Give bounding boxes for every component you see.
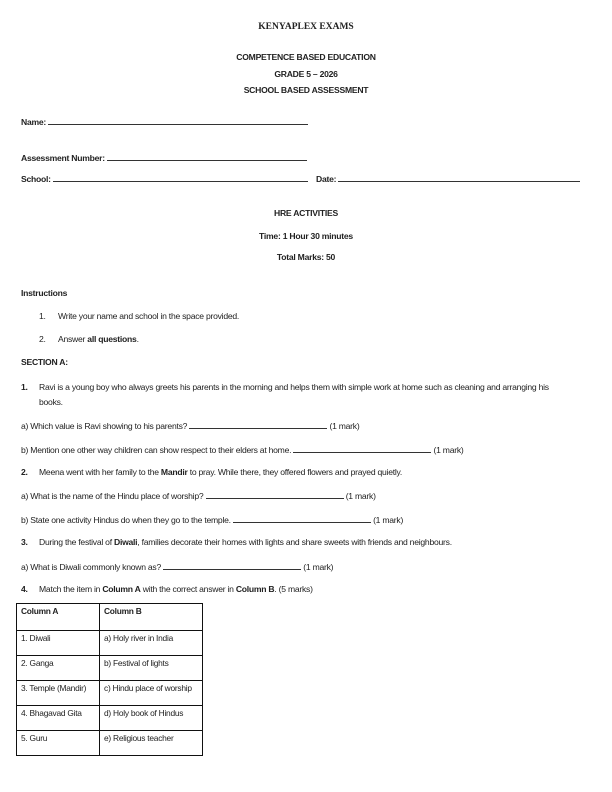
table-row	[17, 731, 203, 756]
table-row	[17, 631, 203, 656]
bold-text: Column B	[235, 584, 275, 594]
name-label: Name:	[21, 117, 47, 127]
answer-blank[interactable]	[293, 443, 431, 453]
instruction-item	[39, 333, 139, 345]
school-field[interactable]	[21, 172, 308, 185]
part-text: a) What is Diwali commonly known as?	[21, 562, 162, 572]
date-blank[interactable]	[338, 172, 580, 182]
instruction-number: 1.	[39, 311, 46, 321]
name-blank[interactable]	[48, 115, 308, 125]
text: Match the item in	[39, 584, 103, 594]
table-row	[17, 681, 203, 706]
instruction-text: Answer	[58, 334, 88, 344]
column-b-header: Column B	[100, 604, 203, 631]
assessment-number-field[interactable]	[21, 151, 307, 164]
cell-a: 1. Diwali	[17, 631, 100, 656]
part-text: a) Which value is Ravi showing to his parents?	[21, 421, 188, 431]
cell-b: d) Holy book of Hindus	[100, 706, 203, 731]
text: to pray. While there, they offered flowers and prayed quietly.	[187, 467, 403, 477]
date-field[interactable]	[316, 172, 580, 185]
assessment-number-label: Assessment Number:	[21, 153, 105, 163]
question-text	[39, 583, 313, 595]
org-title: KENYAPLEX EXAMS	[258, 22, 354, 32]
part-text: a) What is the name of the Hindu place of worship?	[21, 491, 204, 501]
bold-text: Diwali	[113, 537, 138, 547]
part-marks: (1 mark)	[433, 445, 464, 455]
header-line-2: GRADE 5 – 2026	[274, 69, 338, 79]
school-blank[interactable]	[53, 172, 308, 182]
text: with the correct answer in	[140, 584, 236, 594]
matching-table	[16, 603, 203, 756]
cell-a: 2. Ganga	[17, 656, 100, 681]
question-number: 4.	[21, 584, 28, 594]
cell-b: c) Hindu place of worship	[100, 681, 203, 706]
text: . (5 marks)	[274, 584, 313, 594]
cell-b: b) Festival of lights	[100, 656, 203, 681]
table-header-row	[17, 604, 203, 631]
question-number: 1.	[21, 382, 28, 392]
text: , families decorate their homes with lights and share sweets with friends and neighbours.	[137, 537, 452, 547]
instruction-item	[39, 310, 240, 322]
bold-text: Mandir	[160, 467, 188, 477]
school-label: School:	[21, 174, 51, 184]
cell-a: 5. Guru	[17, 731, 100, 756]
answer-blank[interactable]	[233, 513, 371, 523]
text: Meena went with her family to the	[39, 467, 161, 477]
table-row	[17, 706, 203, 731]
subject-title: HRE ACTIVITIES	[274, 208, 338, 218]
answer-blank[interactable]	[206, 489, 344, 499]
instruction-text: Write your name and school in the space provided.	[58, 311, 240, 321]
question-part	[21, 443, 464, 456]
total-marks: Total Marks: 50	[276, 252, 336, 262]
exam-time: Time: 1 Hour 30 minutes	[259, 231, 353, 241]
instruction-bold: all questions	[87, 334, 137, 344]
question-part	[21, 489, 376, 502]
instruction-text: .	[136, 334, 139, 344]
cell-a: 3. Temple (Mandir)	[17, 681, 100, 706]
table-row	[17, 656, 203, 681]
part-marks: (1 mark)	[303, 562, 334, 572]
part-text: b) State one activity Hindus do when they go to the temple.	[21, 515, 231, 525]
section-heading: SECTION A:	[21, 357, 68, 367]
part-marks: (1 mark)	[329, 421, 360, 431]
instruction-number: 2.	[39, 334, 46, 344]
date-label: Date:	[316, 174, 337, 184]
question-part	[21, 513, 403, 526]
part-marks: (1 mark)	[345, 491, 376, 501]
question-number: 2.	[21, 467, 28, 477]
text: During the festival of	[39, 537, 114, 547]
bold-text: Column A	[102, 584, 141, 594]
question-part	[21, 419, 359, 432]
header-line-1: COMPETENCE BASED EDUCATION	[236, 52, 376, 62]
question-text: Ravi is a young boy who always greets his parents in the morning and helps them with simple work at home such as cleaning and arranging his	[39, 382, 549, 392]
header-line-3: SCHOOL BASED ASSESSMENT	[243, 85, 369, 95]
name-field[interactable]	[21, 115, 308, 128]
part-text: b) Mention one other way children can show respect to their elders at home.	[21, 445, 292, 455]
cell-b: e) Religious teacher	[100, 731, 203, 756]
answer-blank[interactable]	[163, 560, 301, 570]
cell-b: a) Holy river in India	[100, 631, 203, 656]
part-marks: (1 mark)	[373, 515, 404, 525]
question-text	[39, 466, 402, 478]
question-text-cont: books.	[39, 397, 63, 407]
cell-a: 4. Bhagavad Gita	[17, 706, 100, 731]
question-part	[21, 560, 333, 573]
assessment-number-blank[interactable]	[107, 151, 307, 161]
instructions-heading: Instructions	[21, 288, 68, 298]
question-text	[39, 536, 452, 548]
answer-blank[interactable]	[189, 419, 327, 429]
column-a-header: Column A	[17, 604, 100, 631]
question-number: 3.	[21, 537, 28, 547]
